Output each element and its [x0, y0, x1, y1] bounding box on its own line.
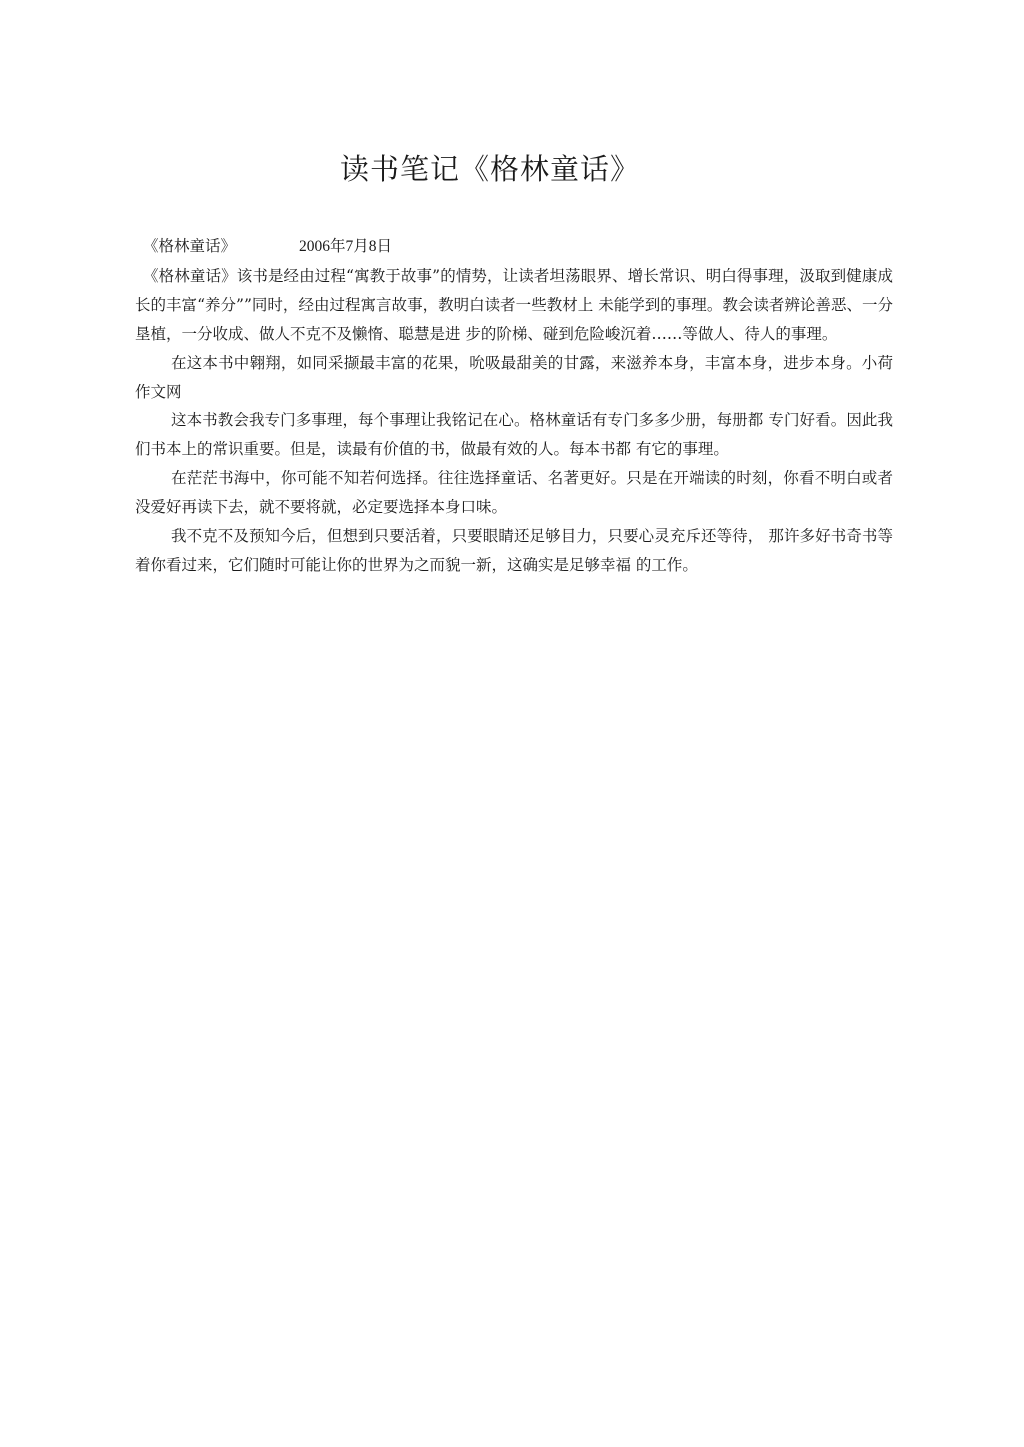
note-date: 2006年7月8日 — [298, 238, 392, 255]
document-body — [135, 232, 893, 580]
paragraph-3: 这本书教会我专门多事理，每个事理让我铭记在心。格林童话有专门多多少册，每册都 专门好看。因此我们书本上的常识重要。但是，读最有价值的书，做最有效的人。每本书都 有它的事理。 — [135, 411, 893, 459]
paragraph-1: 《格林童话》该书是经由过程“寓教于故事”的情势，让读者坦荡眼界、增长常识、明白得事理，汲取到健康成长的丰富“养分””同时，经由过程寓言故事，教明白读者一些教材上 未能学到的事理。教会读者辨论善恶、一分垦植，一分收成、做人不克不及懒惰、聪慧是进 步的阶梯、碰到危险峻沉着……等做人、待人的事理。 — [135, 266, 893, 343]
paragraph-4: 在茫茫书海中，你可能不知若何选择。往往选择童话、名著更好。只是在开端读的时刻，你看不明白或者没爱好再读下去，就不要将就，必定要选择本身口味。 — [135, 469, 893, 517]
book-title: 《格林童话》 — [143, 237, 237, 255]
paragraph-5: 我不克不及预知今后，但想到只要活着，只要眼睛还足够目力，只要心灵充斥还等待， 那许多好书奇书等着你看过来，它们随时可能让你的世界为之而貌一新，这确实是足够幸福 的工作。 — [135, 527, 893, 574]
paragraph-2: 在这本书中翱翔，如同采撷最丰富的花果，吮吸最甜美的甘露，来滋养本身，丰富本身，进步本身。小荷作文网 — [135, 353, 893, 401]
document-meta-line — [135, 232, 893, 262]
document-title: 读书笔记《格林童话》 — [339, 152, 640, 186]
